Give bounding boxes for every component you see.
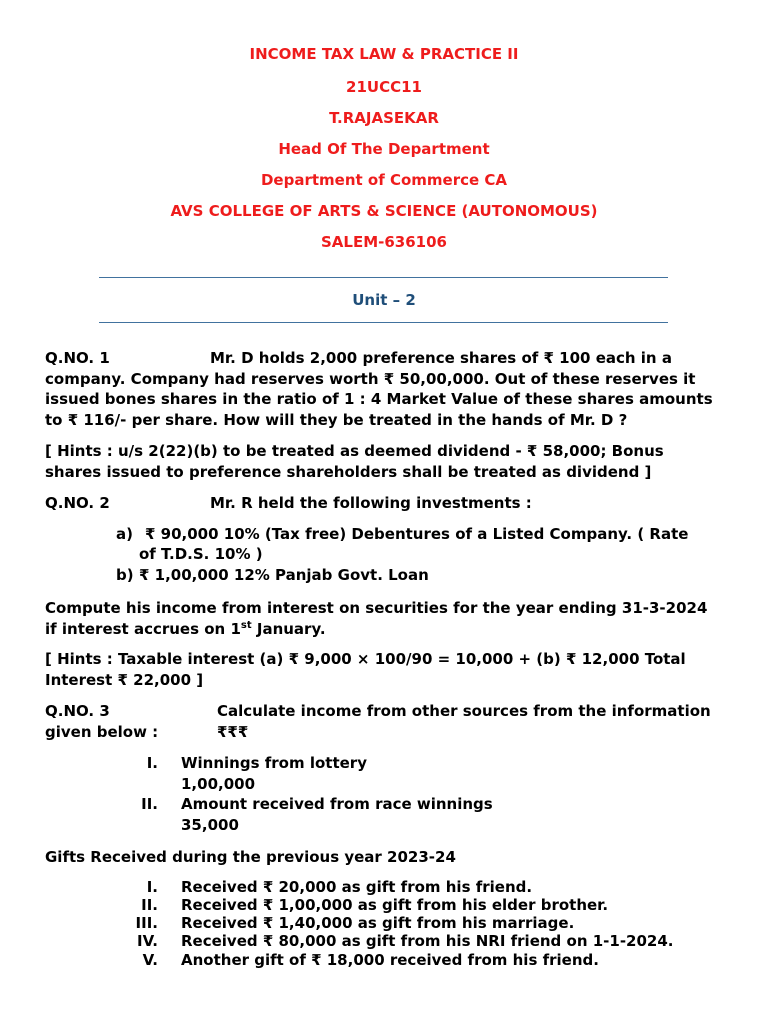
question-3-intro-1: Calculate income from other sources from the information [217, 702, 711, 720]
question-1-line-3: issued bones shares in the ratio of 1 : 4 Market Value of these shares amounts [45, 390, 713, 409]
author-name: T.RAJASEKAR [329, 109, 439, 127]
question-2-label: Q.NO. 2 [45, 494, 110, 512]
question-2-hint [45, 649, 735, 690]
gift-text: Received ₹ 80,000 as gift from his NRI friend on 1-1-2024. [181, 932, 674, 950]
question-3-label: Q.NO. 3 [45, 702, 110, 720]
question-1-hint-line-1: [ Hints : u/s 2(22)(b) to be treated as deemed dividend - ₹ 58,000; Bonus [45, 442, 664, 460]
course-code: 21UCC11 [346, 78, 422, 96]
question-1 [45, 348, 735, 430]
question-2-hint-line-2: Interest ₹ 22,000 ] [45, 670, 204, 689]
compute-line-1: Compute his income from interest on securities for the year ending 31-3-2024 [45, 599, 708, 617]
ordinal-suffix: st [240, 619, 252, 631]
bottom-divider [99, 322, 668, 323]
question-1-line-4: to ₹ 116/- per share. How will they be treated in the hands of Mr. D ? [45, 410, 628, 429]
gift-num: II. [141, 896, 158, 914]
income-item-num: I. [146, 754, 158, 772]
department: Department of Commerce CA [260, 171, 508, 189]
gift-text: Another gift of ₹ 18,000 received from his friend. [181, 951, 599, 969]
question-3 [45, 701, 735, 742]
gift-num: V. [142, 951, 158, 969]
income-item-text: Amount received from race winnings [181, 795, 493, 813]
gift-num: IV. [137, 932, 158, 950]
compute-line-2-end: January. [251, 619, 326, 638]
income-item-amount: 1,00,000 [181, 775, 256, 793]
question-2-hint-line-1: [ Hints : Taxable interest (a) ₹ 9,000 × 100/90 = 10,000 + (b) ₹ 12,000 Total [45, 650, 686, 668]
item-a-line-2: of T.D.S. 10% ) [139, 545, 263, 563]
income-item-num: II. [141, 795, 158, 813]
question-2 [45, 493, 735, 514]
college-name: AVS COLLEGE OF ARTS & SCIENCE (AUTONOMOUS) [170, 202, 598, 220]
gift-text: Received ₹ 1,00,000 as gift from his elder brother. [181, 896, 609, 914]
question-2-intro: Mr. R held the following investments : [210, 494, 532, 512]
compute-line-2: if interest accrues on 1 [45, 619, 241, 638]
income-item-amount: 35,000 [181, 816, 239, 834]
question-1-line-2: company. Company had reserves worth ₹ 50,00,000. Out of these reserves it [45, 369, 696, 388]
gift-num: I. [146, 878, 158, 896]
gifts-heading: Gifts Received during the previous year 2023-24 [45, 848, 456, 866]
top-divider [99, 277, 668, 278]
course-title: INCOME TAX LAW & PRACTICE II [249, 45, 519, 63]
item-a-label: a) [116, 525, 133, 543]
question-1-hint [45, 441, 735, 482]
item-b-text: ₹ 1,00,000 12% Panjab Govt. Loan [139, 566, 429, 584]
question-1-label: Q.NO. 1 [45, 349, 110, 367]
item-a-line-1: ₹ 90,000 10% (Tax free) Debentures of a Listed Company. ( Rate [145, 525, 689, 543]
college-city: SALEM-636106 [321, 233, 447, 251]
question-2-compute [45, 598, 735, 639]
item-b-label: b) [116, 566, 134, 584]
rupee-symbols: ₹₹₹ [217, 722, 249, 741]
gift-text: Received ₹ 1,40,000 as gift from his marriage. [181, 914, 575, 932]
income-item-text: Winnings from lottery [181, 754, 367, 772]
designation: Head Of The Department [278, 140, 490, 158]
gift-num: III. [135, 914, 158, 932]
unit-heading: Unit – 2 [352, 291, 416, 309]
question-1-line-1: Mr. D holds 2,000 preference shares of ₹ 100 each in a [210, 349, 672, 367]
question-1-hint-line-2: shares issued to preference shareholders shall be treated as dividend ] [45, 462, 652, 481]
question-3-intro-2: given below : [45, 722, 159, 741]
gift-text: Received ₹ 20,000 as gift from his friend. [181, 878, 533, 896]
